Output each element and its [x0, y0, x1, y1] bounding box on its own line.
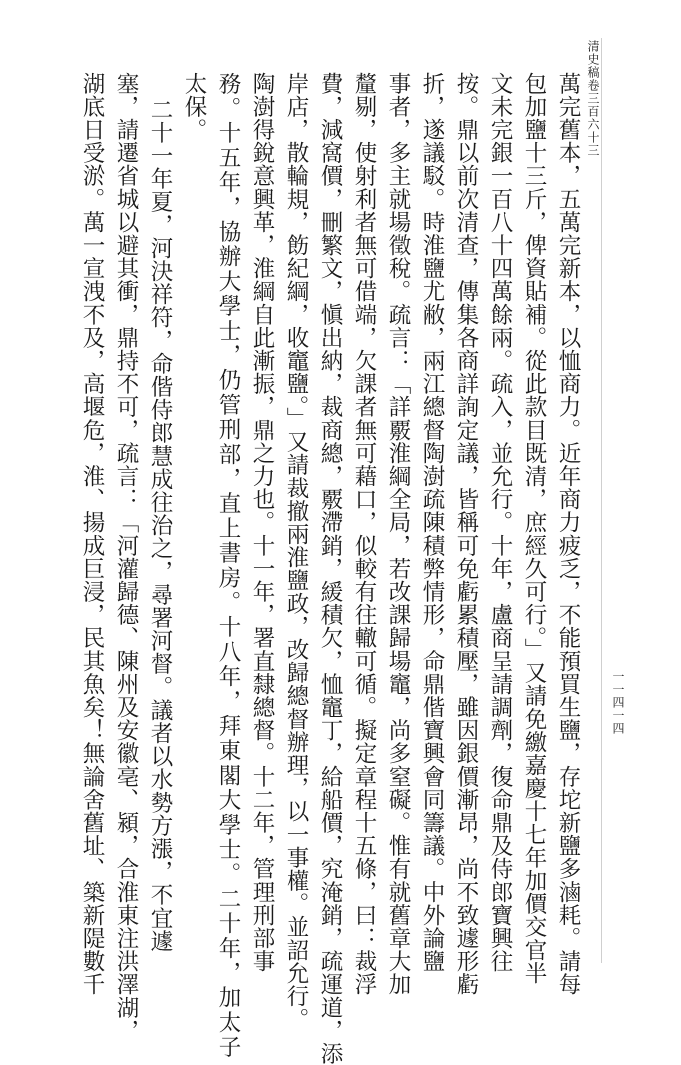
header-rule — [601, 38, 602, 963]
text-column-9: 岸店，散輪規，飭紀綱，收竈鹽。」又請裁撤兩淮鹽政，改歸總督辦理，以一事權。並詔允行。 — [283, 72, 309, 1031]
text-column-10: 陶澍得銳意興革，淮綱自此漸振，鼎之力也。十一年，署直隸總督。十二年，管理刑部事 — [249, 72, 275, 973]
text-column-12: 太保。 — [181, 72, 207, 142]
text-column-8: 費，減窩價，刪繁文，愼出納，裁商總，覈滯銷，緩積欠，恤竈丁，給船價，究淹銷，疏運道，添 — [317, 72, 343, 1065]
page-number: 一一四一四 — [611, 670, 625, 735]
running-header-title: 清史稿卷三百六十三 — [586, 40, 600, 157]
text-column-14: 塞，請遷省城以避其衝，鼎持不可，疏言：「河灌歸德、陳州及安徽亳、潁，合淮東注洪澤湖， — [113, 72, 139, 1043]
text-column-5: 折，遂議駁。時淮鹽尤敝，兩江總督陶澍疏陳積弊情形，命鼎偕寶興會同籌議。中外論鹽 — [419, 72, 445, 973]
text-column-2: 包加鹽十三斤，俾資貼補。從此款目既清，庶經久可行。」又請免繳嘉慶十七年加價交官半 — [521, 72, 547, 985]
text-column-1: 萬完舊本，五萬完新本，以恤商力。近年商力疲乏，不能預買生鹽，存坨新鹽多滷耗。請每 — [555, 72, 581, 996]
text-column-15: 湖底日受淤。萬一宣洩不及，高堰危，淮、揚成巨浸，民其魚矣！無論舍舊址、築新隄數千 — [79, 72, 105, 996]
text-column-3: 文未完銀一百八十四萬餘兩。疏入，並允行。十年，盧商呈請調劑，復命鼎及侍郎寶興往 — [487, 72, 513, 973]
text-column-4: 按。鼎以前次清查，傳集各商詳詢定議，皆稱可免虧累積壓，雖因銀價漸昂，尚不致遽形虧 — [453, 72, 479, 996]
text-column-6: 事者，多主就場徵稅。疏言：「詳覈淮綱全局，若改課歸場竈，尚多窒礙。惟有就舊章大加 — [385, 72, 411, 996]
text-column-7: 釐剔，使射利者無可借端，欠課者無可藉口，似較有往轍可循。擬定章程十五條，曰：裁浮 — [351, 72, 377, 996]
text-column-13: 二十一年夏，河決祥符，命偕侍郎慧成往治之，尋署河督。議者以水勢方漲，不宜遽 — [147, 98, 173, 953]
text-column-11: 務。十五年，協辦大學士，仍管刑部，直上書房。十八年，拜東閣大學士。二十年，加太子 — [215, 72, 241, 1060]
